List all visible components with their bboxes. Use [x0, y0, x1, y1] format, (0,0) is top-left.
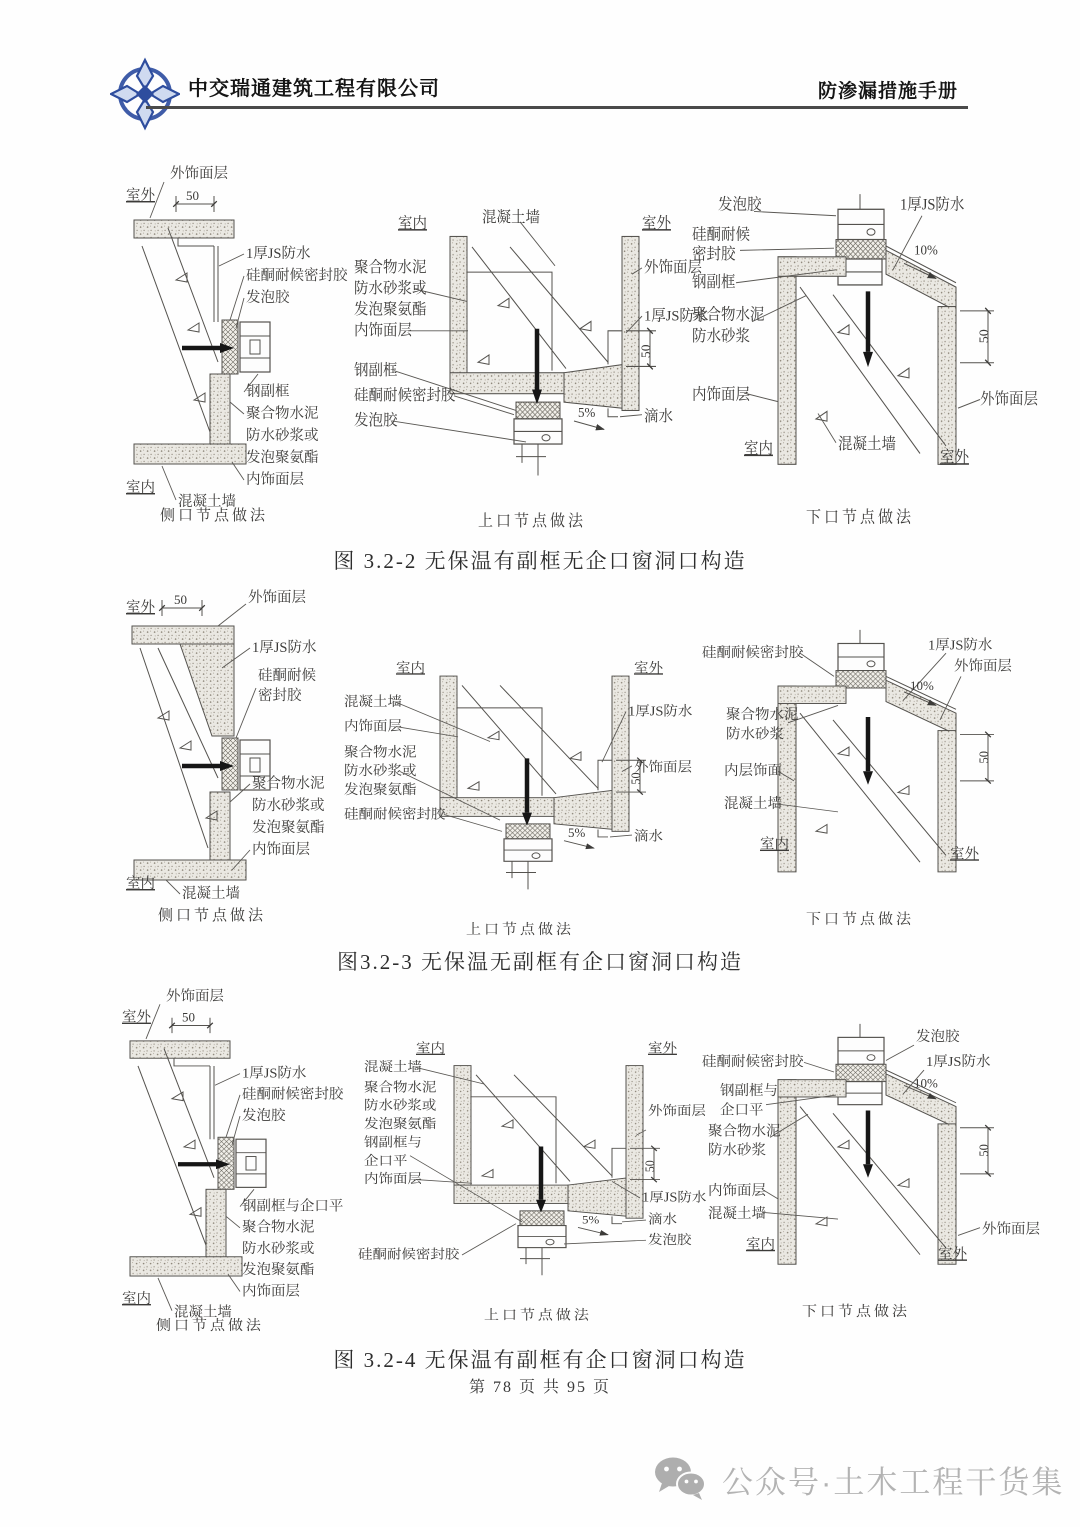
- figure1-caption: 图 3.2-2 无保温有副框无企口窗洞口构造: [333, 549, 747, 573]
- label-polymer-cement: 聚合物水泥: [242, 1219, 315, 1236]
- label-pu-foam: 发泡聚氨酯: [252, 820, 325, 836]
- dim-50: 50: [628, 772, 644, 785]
- company-logo-icon: [110, 56, 180, 132]
- label-finish-in: 内饰面层: [364, 1172, 422, 1188]
- label-sealant-line2: 密封胶: [258, 688, 302, 704]
- label-sealant: 硅酮耐候密封胶: [358, 1248, 460, 1263]
- slope-value: 10%: [914, 242, 938, 258]
- label-polymer-cement: 聚合物水泥: [252, 776, 325, 792]
- view-title: 侧口节点做法: [160, 508, 269, 524]
- label-js-waterproof: 1厚JS防水: [644, 308, 709, 325]
- label-sealant-line1: 硅酮耐候: [258, 668, 316, 684]
- dim-50: 50: [638, 344, 653, 359]
- fig1-sill-detail-drawing: [688, 192, 1038, 527]
- label-mortar: 防水砂浆: [708, 1142, 767, 1159]
- label-steel-subframe-line1: 钢副框与: [720, 1083, 779, 1099]
- slope-value: 10%: [914, 1076, 938, 1091]
- label-pu-foam: 发泡聚氨酯: [246, 450, 319, 466]
- label-concrete-wall: 混凝土墙: [708, 1206, 767, 1223]
- label-foam: 发泡胶: [246, 290, 290, 306]
- label-js-waterproof: 1厚JS防水: [242, 1065, 307, 1082]
- label-outdoor: 室外: [126, 600, 155, 616]
- label-finish-in: 内饰面层: [246, 472, 304, 488]
- label-mortar: 防水砂浆或: [364, 1099, 437, 1114]
- label-finish-in: 内饰面层: [344, 718, 402, 735]
- view-title: 侧口节点做法: [158, 908, 267, 924]
- company-name: 中交瑞通建筑工程有限公司: [188, 78, 440, 100]
- label-concrete-wall: 混凝土墙: [838, 436, 896, 454]
- label-drip: 滴水: [634, 829, 663, 845]
- dim-50: 50: [976, 1144, 992, 1157]
- label-steel-subframe-line2: 企口平: [720, 1102, 764, 1119]
- label-polymer-cement: 聚合物水泥: [344, 744, 417, 761]
- label-foam: 发泡胶: [718, 196, 762, 214]
- label-finish-out: 外饰面层: [980, 391, 1038, 408]
- label-mortar: 防水砂浆或: [242, 1241, 315, 1257]
- label-sealant-line1: 硅酮耐候: [692, 227, 750, 244]
- label-steel-subframe-line2: 企口平: [364, 1154, 408, 1169]
- label-concrete-wall: 混凝土墙: [344, 694, 402, 710]
- dim-50: 50: [976, 329, 991, 344]
- label-outdoor: 室外: [950, 846, 979, 863]
- label-polymer-cement: 聚合物水泥: [708, 1123, 781, 1140]
- label-js-waterproof: 1厚JS防水: [928, 637, 993, 654]
- manual-title: 防渗漏措施手册: [818, 81, 959, 102]
- label-sealant: 硅酮耐候密封胶: [242, 1086, 344, 1103]
- label-indoor: 室内: [126, 876, 155, 892]
- figure2-caption: 图3.2-3 无保温无副框有企口窗洞口构造: [337, 950, 743, 974]
- label-finish-out: 外饰面层: [644, 259, 702, 277]
- label-steel-subframe: 钢副框: [354, 362, 398, 379]
- label-pu-foam: 发泡聚氨酯: [354, 301, 427, 319]
- label-finish-in: 内层饰面: [724, 763, 782, 780]
- label-indoor: 室内: [744, 441, 773, 458]
- fig2-head-detail-drawing: [340, 648, 693, 939]
- label-finish-out: 外饰面层: [248, 590, 306, 606]
- label-concrete-wall: 混凝土墙: [724, 796, 782, 812]
- slope-value: 5%: [578, 404, 596, 420]
- label-concrete-wall: 混凝土墙: [178, 494, 236, 510]
- dim-50: 50: [976, 750, 992, 764]
- label-js-waterproof: 1厚JS防水: [642, 1191, 707, 1206]
- dim-50: 50: [182, 1010, 195, 1025]
- fig3-sill-detail-drawing: [688, 1022, 1041, 1321]
- label-indoor: 室内: [746, 1237, 776, 1253]
- label-finish-in: 内饰面层: [354, 322, 412, 340]
- fig3-head-detail-drawing: [354, 1038, 707, 1324]
- label-finish-out: 外饰面层: [170, 166, 228, 182]
- watermark-text: 公众号·土木工程干货集: [722, 1464, 1065, 1500]
- slope-value: 5%: [568, 826, 586, 840]
- label-finish-out: 外饰面层: [166, 988, 224, 1005]
- view-title: 上口节点做法: [484, 1307, 592, 1324]
- header-rule: [146, 106, 968, 109]
- label-concrete-wall: 混凝土墙: [364, 1060, 422, 1075]
- label-mortar: 防水砂浆或: [246, 428, 319, 444]
- label-polymer-cement: 聚合物水泥: [354, 259, 427, 277]
- label-foam: 发泡胶: [242, 1108, 286, 1124]
- label-polymer-cement: 聚合物水泥: [726, 707, 799, 723]
- page-number: 第 78 页 共 95 页: [468, 1379, 611, 1396]
- view-title: 下口节点做法: [806, 509, 914, 527]
- label-steel-subframe-line1: 钢副框与: [364, 1135, 422, 1151]
- label-finish-in: 内饰面层: [708, 1183, 767, 1199]
- label-concrete-wall: 混凝土墙: [182, 886, 240, 902]
- wechat-icon: [652, 1456, 708, 1502]
- fig1-head-detail-drawing: [350, 205, 709, 530]
- label-concrete-wall: 混凝土墙: [482, 209, 540, 226]
- label-mortar: 防水砂浆或: [252, 798, 325, 814]
- fig3-jamb-detail-drawing: [114, 985, 366, 1334]
- fig1-jamb-detail-drawing: [118, 162, 370, 524]
- label-indoor: 室内: [396, 660, 425, 677]
- label-outdoor: 室外: [122, 1009, 151, 1026]
- label-steel-subframe: 钢副框: [692, 274, 736, 292]
- label-outdoor: 室外: [938, 1246, 968, 1263]
- label-js-waterproof: 1厚JS防水: [252, 640, 317, 656]
- label-js-waterproof: 1厚JS防水: [628, 703, 693, 720]
- label-sealant-line2: 密封胶: [692, 246, 736, 264]
- label-mortar: 防水砂浆或: [354, 280, 427, 298]
- label-finish-in: 内饰面层: [252, 842, 310, 858]
- label-outdoor: 室外: [648, 1042, 677, 1057]
- figure3-caption: 图 3.2-4 无保温有副框有企口窗洞口构造: [333, 1348, 747, 1372]
- label-sealant: 硅酮耐候密封胶: [702, 1054, 804, 1071]
- view-title: 上口节点做法: [466, 922, 574, 939]
- label-indoor: 室内: [398, 215, 427, 233]
- label-steel-subframe: 钢副框: [246, 384, 290, 400]
- label-finish-out: 外饰面层: [954, 658, 1012, 675]
- label-sealant: 硅酮耐候密封胶: [702, 645, 804, 661]
- label-pu-foam: 发泡聚氨酯: [344, 782, 417, 798]
- label-sealant: 硅酮耐候密封胶: [246, 268, 348, 284]
- label-foam: 发泡胶: [354, 412, 398, 430]
- label-indoor: 室内: [122, 1291, 151, 1307]
- label-indoor: 室内: [416, 1042, 445, 1057]
- slope-value: 10%: [910, 679, 934, 693]
- label-indoor: 室内: [760, 836, 789, 853]
- dim-50: 50: [174, 592, 187, 607]
- label-js-waterproof: 1厚JS防水: [246, 246, 311, 262]
- label-indoor: 室内: [126, 480, 155, 496]
- label-polymer-cement: 聚合物水泥: [364, 1080, 437, 1096]
- label-finish-out: 外饰面层: [648, 1104, 706, 1120]
- label-js-waterproof: 1厚JS防水: [926, 1054, 991, 1071]
- label-concrete-wall: 混凝土墙: [174, 1304, 232, 1321]
- label-drip: 滴水: [648, 1213, 677, 1228]
- label-foam: 发泡胶: [916, 1029, 960, 1046]
- label-js-waterproof: 1厚JS防水: [900, 196, 965, 214]
- label-pu-foam: 发泡聚氨酯: [364, 1117, 437, 1132]
- label-pu-foam: 发泡聚氨酯: [242, 1262, 315, 1279]
- label-outdoor: 室外: [642, 215, 671, 233]
- label-sealant: 硅酮耐候密封胶: [354, 387, 456, 405]
- label-polymer-cement: 聚合物水泥: [692, 307, 765, 324]
- label-finish-out: 外饰面层: [634, 759, 692, 776]
- label-outdoor: 室外: [634, 660, 663, 677]
- dim-50: 50: [642, 1160, 658, 1173]
- label-outdoor: 室外: [126, 188, 155, 204]
- label-finish-out: 外饰面层: [982, 1221, 1041, 1238]
- label-outdoor: 室外: [940, 449, 969, 467]
- view-title: 上口节点做法: [478, 512, 586, 530]
- label-sealant: 硅酮耐候密封胶: [344, 806, 446, 823]
- dim-50: 50: [186, 188, 199, 203]
- view-title: 侧口节点做法: [156, 1318, 264, 1334]
- slope-value: 5%: [582, 1213, 600, 1227]
- label-drip: 滴水: [644, 408, 673, 426]
- label-steel-subframe: 钢副框与企口平: [242, 1198, 344, 1215]
- label-polymer-cement: 聚合物水泥: [246, 406, 319, 422]
- view-title: 下口节点做法: [802, 1304, 910, 1321]
- label-mortar: 防水砂浆或: [344, 763, 417, 780]
- label-foam: 发泡胶: [648, 1233, 692, 1248]
- view-title: 下口节点做法: [806, 912, 914, 929]
- label-mortar: 防水砂浆: [692, 328, 750, 346]
- label-finish-in: 内饰面层: [692, 387, 750, 404]
- watermark: [652, 1456, 1064, 1502]
- label-mortar: 防水砂浆: [726, 726, 784, 743]
- fig2-jamb-detail-drawing: [118, 588, 370, 923]
- fig2-sill-detail-drawing: [688, 628, 1024, 928]
- label-finish-in: 内饰面层: [242, 1283, 300, 1300]
